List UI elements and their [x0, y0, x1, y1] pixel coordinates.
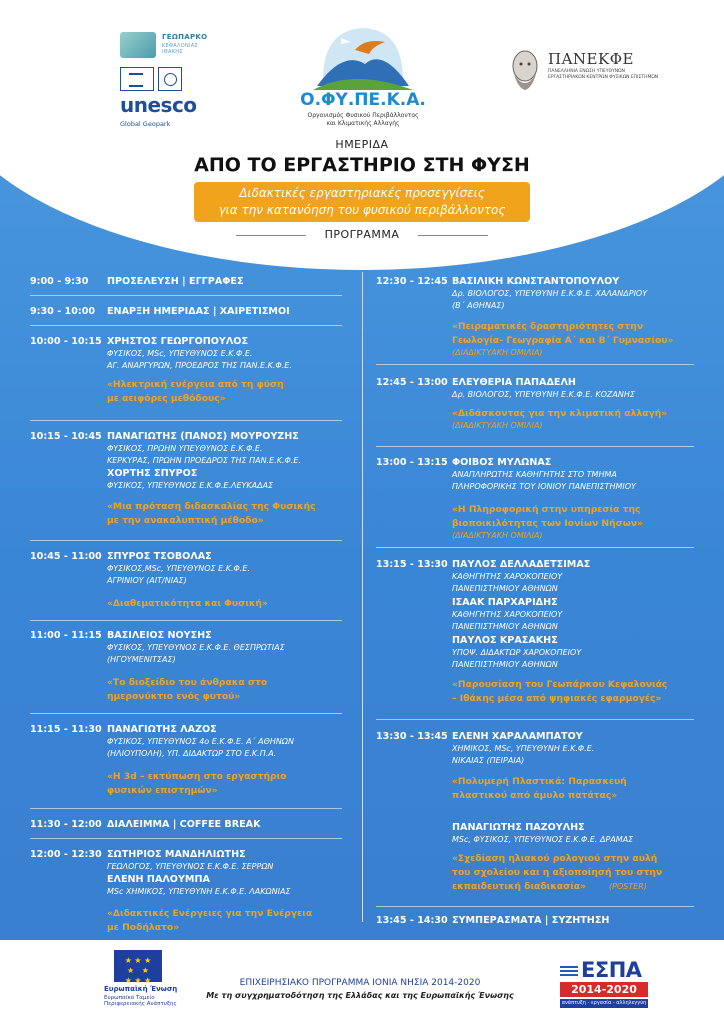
entry-title: ΔΙΑΛΕΙΜΜΑ | COFFEE BREAK: [107, 819, 261, 830]
speaker-name: ΠΑΥΛΟΣ ΚΡΑΣΑΚΗΣ: [452, 635, 558, 646]
event-kicker: ΗΜΕΡΙΔΑ: [335, 138, 389, 151]
talk-title: «Ηλεκτρική ενέργεια από τη φύση: [107, 379, 284, 390]
entry-time: 13:45 - 14:30: [376, 915, 448, 926]
entry-time: 12:00 - 12:30: [30, 849, 102, 860]
cofinance-note: Με τη συγχρηματοδότηση της Ελλάδας και της Ευρωπαϊκής Ένωσης: [206, 991, 514, 1000]
separator: [30, 713, 342, 714]
separator: [376, 906, 694, 907]
entry-time: 12:45 - 13:00: [376, 377, 448, 388]
speaker-role: ΦΥΣΙΚΟΣ, ΥΠΕΥΘΥΝΟΣ 4ο Ε.Κ.Φ.Ε. Α΄ ΑΘΗΝΩΝ: [107, 737, 294, 746]
talk-title: του σχολείου και η αξιοποίησή του στην: [452, 867, 663, 878]
unesco-wordmark: unesco: [120, 93, 197, 117]
speaker-role: ΦΥΣΙΚΟΣ, MSc, ΥΠΕΥΘΥΝΟΣ Ε.Κ.Φ.Ε.: [107, 349, 253, 358]
speaker-role: ΦΥΣΙΚΟΣ, ΥΠΕΥΘΥΝΟΣ Ε.Κ.Φ.Ε. ΘΕΣΠΡΩΤΙΑΣ: [107, 643, 285, 652]
geopark-logo-icon: [120, 32, 156, 58]
subtitle-line: Διδακτικές εργαστηριακές προσεγγίσεις: [239, 186, 485, 200]
talk-title: «Διδάσκοντας για την κλιματική αλλαγή»: [452, 408, 668, 419]
separator: [376, 364, 694, 365]
speaker-role: MSc ΧΗΜΙΚΟΣ, ΥΠΕΥΘΥΝΗ Ε.Κ.Φ.Ε. ΛΑΚΩΝΙΑΣ: [107, 887, 291, 896]
speaker-name: ΠΑΝΑΓΙΩΤΗΣ (ΠΑΝΟΣ) ΜΟΥΡΟΥΖΗΣ: [107, 431, 299, 442]
program-label: ΠΡΟΓΡΑΜΜΑ: [324, 228, 400, 241]
speaker-role: ΠΛΗΡΟΦΟΡΙΚΗΣ ΤΟΥ ΙΟΝΙΟΥ ΠΑΝΕΠΙΣΤΗΜΙΟΥ: [452, 482, 636, 491]
speaker-role: Δρ. ΒΙΟΛΟΓΟΣ, ΥΠΕΥΘΥΝΗ Ε.Κ.Φ.Ε. ΚΟΖΑΝΗΣ: [452, 390, 635, 399]
speaker-name: ΕΛΕΝΗ ΧΑΡΑΛΑΜΠΑΤΟΥ: [452, 731, 583, 742]
talk-title: «Το διοξείδιο του άνθρακα στο: [107, 677, 268, 688]
separator: [30, 540, 342, 541]
speaker-name: ΣΠΥΡΟΣ ΤΣΟΒΟΛΑΣ: [107, 551, 212, 562]
speaker-name: ΧΟΡΤΗΣ ΣΠΥΡΟΣ: [107, 468, 198, 479]
espa-flag-icon: [560, 966, 578, 978]
separator: [376, 547, 694, 548]
entry-time: 10:45 - 11:00: [30, 551, 102, 562]
entry-time: 12:30 - 12:45: [376, 276, 448, 287]
speaker-name: ΠΑΝΑΓΙΩΤΗΣ ΠΑΖΟΥΛΗΣ: [452, 822, 585, 833]
espa-tagline: ανάπτυξη - εργασία - αλληλεγγύη: [561, 1000, 647, 1006]
ofypeka-subtitle: [270, 112, 456, 128]
subtitle-line: για την κατανόηση του φυσικού περιβάλλοντος: [218, 203, 506, 217]
speaker-name: ΕΛΕΥΘΕΡΙΑ ΠΑΠΑΔΕΛΗ: [452, 377, 576, 388]
entry-time: 9:30 - 10:00: [30, 306, 96, 317]
geopark-emblem-icon: [158, 67, 182, 91]
speaker-role: ΚΑΘΗΓΗΤΗΣ ΧΑΡΟΚΟΠΕΙΟΥ: [452, 610, 563, 619]
entry-time: 10:00 - 10:15: [30, 336, 102, 347]
separator: [30, 808, 342, 809]
speaker-role: (ΗΓΟΥΜΕΝΙΤΣΑΣ): [107, 655, 176, 664]
talk-title: πλαστικού από άμυλο πατάτας»: [452, 790, 618, 801]
talk-title: με την ανακαλυπτική μέθοδο»: [107, 515, 264, 526]
speaker-role: ΦΥΣΙΚΟΣ,MSc, ΥΠΕΥΘΥΝΟΣ Ε.Κ.Φ.Ε.: [107, 564, 250, 573]
espa-years: 2014-2020: [560, 982, 648, 997]
entry-title: ΠΡΟΣΕΛΕΥΣΗ | ΕΓΓΡΑΦΕΣ: [107, 276, 244, 287]
speaker-role: ΑΓΡΙΝΙΟΥ (ΑΙΤ/ΝΙΑΣ): [107, 576, 187, 585]
speaker-role: ΑΝΑΠΛΗΡΩΤΗΣ ΚΑΘΗΓΗΤΗΣ ΣΤΟ ΤΜΗΜΑ: [452, 470, 617, 479]
eu-fund-line: Ευρωπαϊκό Ταμείο: [104, 995, 155, 1001]
speaker-role: ΠΑΝΕΠΙΣΤΗΜΙΟΥ ΑΘΗΝΩΝ: [452, 622, 558, 631]
talk-title: «Διαθεματικότητα και Φυσική»: [107, 598, 268, 609]
speaker-role: MSc, ΦΥΣΙΚΟΣ, ΥΠΕΥΘΥΝΟΣ Ε.Κ.Φ.Ε. ΔΡΑΜΑΣ: [452, 835, 634, 844]
talk-title: ημερονύκτιο ενός φυτού»: [107, 691, 241, 702]
talk-title: Γεωλογία- Γεωγραφία Α΄ και Β΄ Γυμνασίου»: [452, 335, 674, 346]
entry-time: 11:15 - 11:30: [30, 724, 102, 735]
espa-wordmark: ΕΣΠΑ: [581, 958, 642, 982]
ofypeka-logo-icon: [303, 20, 423, 92]
talk-note: (ΔΙΑΔΙΚΤΥΑΚΗ ΟΜΙΛΙΑ): [452, 531, 543, 540]
subtitle-band: [194, 182, 530, 222]
entry-time: 10:15 - 10:45: [30, 431, 102, 442]
eu-fund-line: Περιφερειακής Ανάπτυξης: [104, 1001, 177, 1007]
eu-flag-icon: [114, 950, 162, 985]
talk-title: «Σχεδίαση ηλιακού ρολογιού στην αυλή: [452, 853, 658, 864]
geopark-name: ΓΕΩΠΑΡΚΟ: [162, 33, 208, 41]
panekfe-subtitle-line: ΠΑΝΕΛΛΗΝΙΑ ΕΝΩΣΗ ΥΠΕΥΘΥΝΩΝ: [548, 69, 625, 74]
speaker-name: ΒΑΣΙΛΙΚΗ ΚΩΝΣΤΑΝΤΟΠΟΥΛΟΥ: [452, 276, 620, 287]
divider: [418, 235, 488, 236]
talk-title: με αειφόρες μεθόδους»: [107, 393, 226, 404]
ofypeka-subtitle-line: Οργανισμός Φυσικού Περιβάλλοντος: [307, 112, 419, 119]
talk-title: με Ποδήλατο»: [107, 922, 180, 933]
separator: [30, 295, 342, 296]
separator: [376, 446, 694, 447]
speaker-name: ΒΑΣΙΛΕΙΟΣ ΝΟΥΣΗΣ: [107, 630, 212, 641]
geopark-subname: ΚΕΦΑΛΟΝΙΑΣ ΙΘΑΚΗΣ: [162, 43, 198, 55]
speaker-role: ΚΑΘΗΓΗΤΗΣ ΧΑΡΟΚΟΠΕΙΟΥ: [452, 572, 563, 581]
eu-name: Ευρωπαϊκή Ένωση: [104, 985, 178, 993]
talk-title: «Η 3d – εκτύπωση στο εργαστήριο: [107, 771, 287, 782]
geopark-logo: [120, 30, 220, 60]
ofypeka-subtitle-line: και Κλιματικής Αλλαγής: [326, 120, 400, 127]
speaker-role: ΝΙΚΑΙΑΣ (ΠΕΙΡΑΙΑ): [452, 756, 525, 765]
talk-title: – Ιθάκης μέσα από ψηφιακές εφαρμογές»: [452, 693, 662, 704]
speaker-role: ΦΥΣΙΚΟΣ, ΥΠΕΥΘΥΝΟΣ Ε.Κ.Φ.Ε.ΛΕΥΚΑΔΑΣ: [107, 481, 274, 490]
talk-title: βιοποικιλότητας των Ιονίων Νήσων»: [452, 518, 643, 529]
separator: [30, 838, 342, 839]
separator: [376, 719, 694, 720]
panekfe-title: ΠΑΝΕΚΦΕ: [548, 50, 634, 68]
talk-title: εκπαιδευτική διαδικασία»: [452, 881, 587, 892]
entry-title: ΕΝΑΡΞΗ ΗΜΕΡΙΔΑΣ | ΧΑΙΡΕΤΙΣΜΟΙ: [107, 306, 290, 317]
talk-note: (ΔΙΑΔΙΚΤΥΑΚΗ ΟΜΙΛΙΑ): [452, 348, 543, 357]
separator: [30, 620, 342, 621]
entry-time: 13:30 - 13:45: [376, 731, 448, 742]
talk-title: «Η Πληροφορική στην υπηρεσία της: [452, 504, 641, 515]
entry-time: 13:00 - 13:15: [376, 457, 448, 468]
speaker-role: ΚΕΡΚΥΡΑΣ, ΠΡΩΗΝ ΠΡΟΕΔΡΟΣ ΤΗΣ ΠΑΝ.Ε.Κ.Φ.Ε.: [107, 456, 301, 465]
speaker-name: ΦΟΙΒΟΣ ΜΥΛΩΝΑΣ: [452, 457, 552, 468]
speaker-role: ΓΕΩΛΟΓΟΣ, ΥΠΕΥΘΥΝΟΣ Ε.Κ.Φ.Ε. ΣΕΡΡΩΝ: [107, 862, 274, 871]
entry-time: 11:30 - 12:00: [30, 819, 102, 830]
speaker-role: ΑΓ. ΑΝΑΡΓΥΡΩΝ, ΠΡΟΕΔΡΟΣ ΤΗΣ ΠΑΝ.Ε.Κ.Φ.Ε.: [107, 361, 292, 370]
column-divider: [362, 272, 363, 922]
talk-title: «Πολυμερή Πλαστικά: Παρασκευή: [452, 776, 627, 787]
speaker-name: ΠΑΥΛΟΣ ΔΕΛΛΑΔΕΤΣΙΜΑΣ: [452, 559, 591, 570]
speaker-role: Δρ. ΒΙΟΛΟΓΟΣ, ΥΠΕΥΘΥΝΗ Ε.Κ.Φ.Ε. ΧΑΛΑΝΔΡΙΟΥ: [452, 289, 648, 298]
entry-title: ΣΥΜΠΕΡΑΣΜΑΤΑ | ΣΥΖΗΤΗΣΗ: [452, 915, 610, 926]
talk-title: «Παρουσίαση του Γεωπάρκου Κεφαλονιάς: [452, 679, 668, 690]
footer: [0, 940, 724, 1024]
talk-title: φυσικών επιστημών»: [107, 785, 218, 796]
speaker-name: ΣΩΤΗΡΙΟΣ ΜΑΝΔΗΛΙΩΤΗΣ: [107, 849, 246, 860]
speaker-role: (ΗΛΙΟΥΠΟΛΗ), ΥΠ. ΔΙΔΑΚΤΩΡ ΣΤΟ Ε.Κ.Π.Α.: [107, 749, 277, 758]
speaker-role: ΦΥΣΙΚΟΣ, ΠΡΩΗΝ ΥΠΕΥΘΥΝΟΣ Ε.Κ.Φ.Ε.: [107, 444, 263, 453]
talk-note: (ΔΙΑΔΙΚΤΥΑΚΗ ΟΜΙΛΙΑ): [452, 421, 543, 430]
eu-fund: [104, 995, 177, 1007]
eu-stars-icon: ★ ★ ★ ★ ★ ★ ★ ★: [124, 956, 152, 985]
entry-time: 9:00 - 9:30: [30, 276, 89, 287]
speaker-role: ΧΗΜΙΚΟΣ, MSc, ΥΠΕΥΘΥΝΗ Ε.Κ.Φ.Ε.: [452, 744, 595, 753]
panekfe-subtitle: [548, 69, 698, 81]
speaker-name: ΕΛΕΝΗ ΠΑΛΟΥΜΠΑ: [107, 874, 210, 885]
speaker-role: (Β΄ ΑΘΗΝΑΣ): [452, 301, 505, 310]
panekfe-subtitle-line: ΕΡΓΑΣΤΗΡΙΑΚΩΝ ΚΕΝΤΡΩΝ ΦΥΣΙΚΩΝ ΕΠΙΣΤΗΜΩΝ: [548, 75, 659, 80]
talk-title: «Μια πρόταση διδασκαλίας της Φυσικής: [107, 501, 316, 512]
speaker-name: ΙΣΑΑΚ ΠΑΡΧΑΡΙΔΗΣ: [452, 597, 558, 608]
ofypeka-title: Ο.ΦΥ.ΠΕ.Κ.Α.: [300, 90, 426, 110]
unesco-emblem-icon: [120, 67, 154, 91]
speaker-name: ΧΡΗΣΤΟΣ ΓΕΩΡΓΟΠΟΥΛΟΣ: [107, 336, 248, 347]
entry-time: 11:00 - 11:15: [30, 630, 102, 641]
unesco-subtitle: Global Geopark: [120, 120, 171, 128]
programme-name: ΕΠΙΧΕΙΡΗΣΙΑΚΟ ΠΡΟΓΡΑΜΜΑ ΙΟΝΙΑ ΝΗΣΙΑ 2014-2020: [239, 978, 481, 988]
entry-time: 13:15 - 13:30: [376, 559, 448, 570]
panekfe-head-icon: [508, 48, 542, 92]
speaker-name: ΠΑΝΑΓΙΩΤΗΣ ΛΑΖΟΣ: [107, 724, 217, 735]
speaker-role: ΠΑΝΕΠΙΣΤΗΜΙΟΥ ΑΘΗΝΩΝ: [452, 660, 558, 669]
talk-note: (POSTER): [609, 882, 647, 891]
talk-title: «Διδακτικές Ενέργειες για την Ενέργεια: [107, 908, 313, 919]
separator: [30, 325, 342, 326]
talk-title: «Πειραματικές δραστηριότητες στην: [452, 321, 644, 332]
separator: [30, 420, 342, 421]
event-title: ΑΠΟ ΤΟ ΕΡΓΑΣΤΗΡΙΟ ΣΤΗ ΦΥΣΗ: [194, 154, 530, 176]
speaker-role: ΥΠΟΨ. ΔΙΔΑΚΤΩΡ ΧΑΡΟΚΟΠΕΙΟΥ: [452, 648, 582, 657]
speaker-role: ΠΑΝΕΠΙΣΤΗΜΙΟΥ ΑΘΗΝΩΝ: [452, 584, 558, 593]
